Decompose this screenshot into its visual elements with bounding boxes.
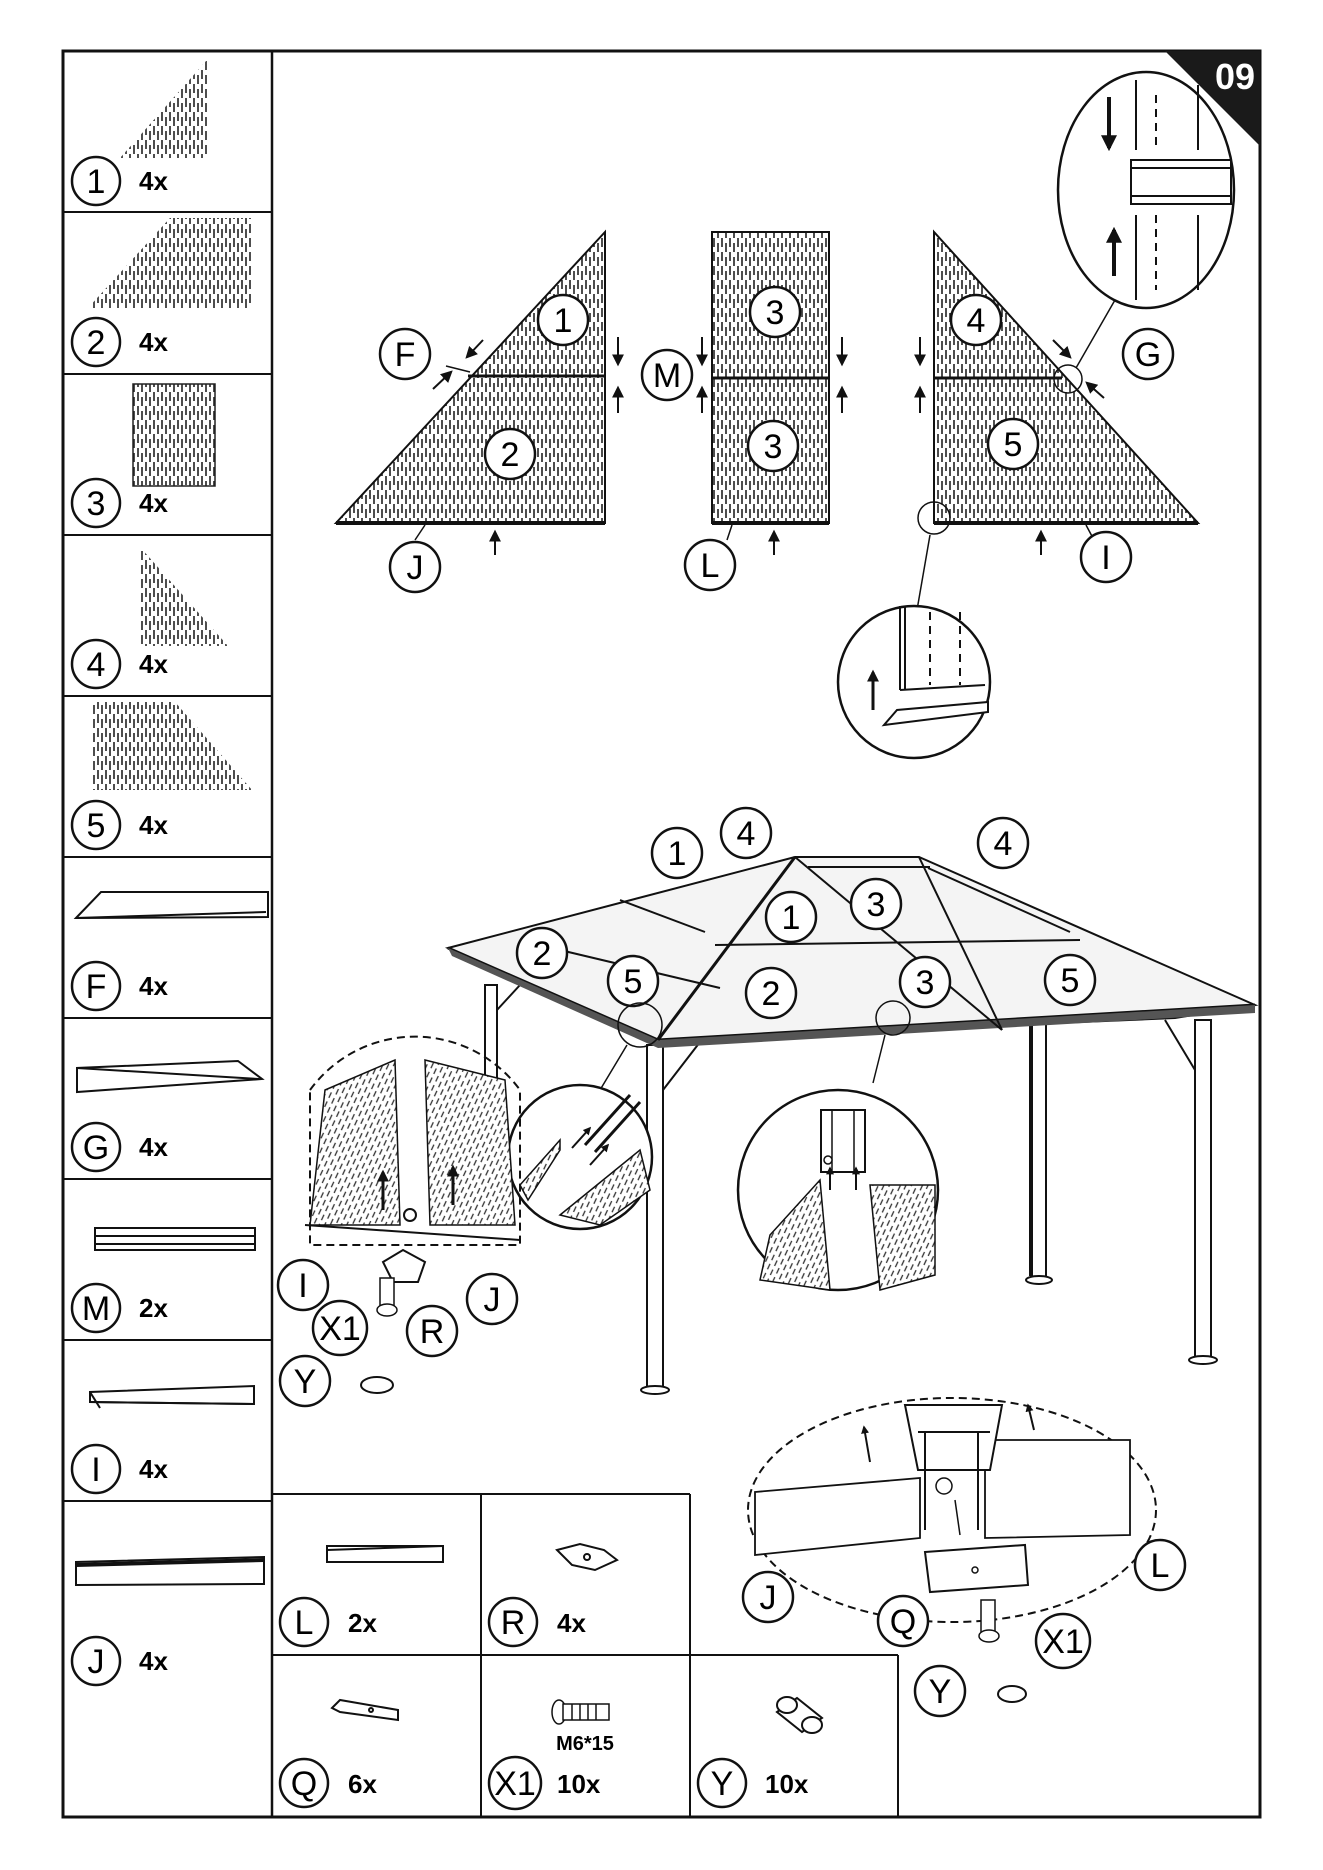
roof-panel-5-icon — [92, 702, 252, 790]
svg-text:5: 5 — [1003, 426, 1023, 464]
corner-label-r — [407, 1306, 457, 1356]
svg-text:3: 3 — [86, 485, 106, 523]
sidebar-qty-4: 4x — [139, 649, 168, 679]
svg-text:Y: Y — [293, 1363, 317, 1401]
bottom-qty-y: 10x — [765, 1769, 809, 1799]
svg-text:J: J — [759, 1579, 777, 1617]
side-label-l — [1135, 1540, 1185, 1590]
label-profile-m — [642, 350, 692, 400]
svg-text:Q: Q — [290, 1765, 318, 1803]
side-label-q — [878, 1596, 928, 1646]
corner-bracket-r-icon — [557, 1544, 617, 1570]
roof-label-3-b — [900, 957, 950, 1007]
svg-text:G: G — [82, 1129, 110, 1167]
svg-text:1: 1 — [553, 302, 573, 340]
svg-text:1: 1 — [667, 835, 687, 873]
detail-base-i — [838, 535, 990, 758]
side-label-y — [915, 1666, 965, 1716]
page-number: 09 — [1214, 56, 1256, 97]
svg-text:5: 5 — [1060, 962, 1080, 1000]
svg-text:I: I — [91, 1451, 101, 1489]
sidebar-qty-g: 4x — [139, 1132, 168, 1162]
roof-label-5-b — [1045, 955, 1095, 1005]
sidebar-qty-1: 4x — [139, 166, 168, 196]
svg-text:Y: Y — [928, 1673, 952, 1711]
svg-text:I: I — [298, 1267, 308, 1305]
roof-panel-4-icon — [140, 547, 228, 646]
svg-text:Y: Y — [710, 1765, 734, 1803]
bolt-x1-icon — [552, 1700, 609, 1724]
profile-j-icon — [76, 1557, 264, 1585]
svg-text:J: J — [87, 1643, 105, 1681]
bolt-spec: M6*15 — [556, 1733, 614, 1755]
svg-text:2: 2 — [500, 436, 520, 474]
svg-text:F: F — [394, 336, 416, 374]
label-panel-4-right — [951, 295, 1001, 345]
sidebar-label-2 — [72, 318, 120, 366]
label-panel-1-left — [538, 295, 588, 345]
cap-y-icon — [777, 1697, 822, 1733]
sidebar-qty-5: 4x — [139, 810, 168, 840]
svg-text:X1: X1 — [494, 1765, 536, 1803]
sidebar-label-f — [72, 962, 120, 1010]
roof-label-4-a — [721, 808, 771, 858]
svg-text:3: 3 — [866, 886, 886, 924]
label-profile-i-top — [1081, 532, 1131, 582]
svg-text:1: 1 — [86, 163, 106, 201]
svg-text:L: L — [1150, 1547, 1170, 1585]
side-label-x1 — [1036, 1614, 1090, 1668]
label-profile-j-top — [390, 542, 440, 592]
label-panel-5-right — [988, 419, 1038, 469]
sidebar-label-3 — [72, 479, 120, 527]
svg-text:5: 5 — [86, 807, 106, 845]
profile-g-icon — [77, 1061, 262, 1092]
svg-text:2: 2 — [761, 975, 781, 1013]
profile-i-icon — [90, 1386, 254, 1408]
svg-text:4: 4 — [86, 646, 106, 684]
svg-text:X1: X1 — [319, 1310, 361, 1348]
roof-panel-1-icon — [120, 60, 207, 158]
sidebar-label-j — [72, 1637, 120, 1685]
bottom-label-r — [489, 1598, 537, 1646]
profile-m-icon — [95, 1228, 255, 1250]
svg-text:3: 3 — [915, 964, 935, 1002]
bottom-qty-q: 6x — [348, 1769, 377, 1799]
svg-text:M: M — [81, 1290, 111, 1328]
sidebar-label-i — [72, 1445, 120, 1493]
label-profile-f — [380, 329, 430, 379]
svg-text:R: R — [500, 1604, 526, 1642]
bottom-label-q — [280, 1759, 328, 1807]
label-panel-3-top — [750, 287, 800, 337]
svg-text:3: 3 — [763, 428, 783, 466]
roof-label-4-b — [978, 818, 1028, 868]
svg-text:F: F — [85, 968, 107, 1006]
svg-text:M: M — [652, 357, 682, 395]
svg-text:2: 2 — [532, 935, 552, 973]
svg-text:4: 4 — [736, 815, 756, 853]
sidebar-qty-j: 4x — [139, 1646, 168, 1676]
bottom-qty-r: 4x — [557, 1608, 586, 1638]
svg-text:5: 5 — [623, 963, 643, 1001]
svg-text:J: J — [406, 549, 424, 587]
bottom-label-l — [280, 1598, 328, 1646]
side-label-j — [743, 1572, 793, 1622]
label-panel-3-bottom — [748, 421, 798, 471]
roof-label-1-a — [652, 828, 702, 878]
sidebar-qty-2: 4x — [139, 327, 168, 357]
svg-text:X1: X1 — [1042, 1623, 1084, 1661]
sidebar-label-m — [72, 1284, 120, 1332]
sidebar-qty-3: 4x — [139, 488, 168, 518]
profile-l-icon — [327, 1546, 443, 1562]
sidebar-label-1 — [72, 157, 120, 205]
roof-label-2-a — [517, 928, 567, 978]
detail-joint-g — [1058, 72, 1234, 368]
bottom-label-y — [698, 1759, 746, 1807]
sidebar-qty-m: 2x — [139, 1293, 168, 1323]
svg-text:G: G — [1134, 336, 1162, 374]
svg-text:L: L — [294, 1604, 314, 1642]
middle-panel-assembly — [712, 232, 829, 540]
svg-text:R: R — [419, 1313, 445, 1351]
sidebar-qty-i: 4x — [139, 1454, 168, 1484]
svg-text:2: 2 — [86, 324, 106, 362]
roof-label-1-b — [766, 892, 816, 942]
svg-text:4: 4 — [966, 302, 986, 340]
label-profile-l-top — [685, 540, 735, 590]
svg-text:Q: Q — [889, 1603, 917, 1641]
detail-profile-l-joint — [738, 1001, 938, 1290]
label-profile-g — [1123, 329, 1173, 379]
roof-label-2-b — [746, 968, 796, 1018]
corner-label-x1 — [313, 1301, 367, 1355]
roof-label-5-a — [608, 956, 658, 1006]
svg-text:3: 3 — [765, 294, 785, 332]
roof-panel-2-icon — [88, 218, 252, 308]
detail-side-connector — [748, 1398, 1156, 1702]
bottom-qty-x1: 10x — [557, 1769, 601, 1799]
corner-label-y — [280, 1356, 330, 1406]
profile-f-icon — [76, 892, 268, 918]
corner-label-j — [467, 1274, 517, 1324]
gazebo-roof — [448, 857, 1255, 1048]
left-panel-assembly — [336, 232, 605, 540]
corner-label-i — [278, 1260, 328, 1310]
roof-label-3-a — [851, 879, 901, 929]
label-panel-2-left — [485, 429, 535, 479]
roof-panel-3-icon — [133, 384, 215, 486]
svg-text:I: I — [1101, 539, 1111, 577]
sidebar-qty-f: 4x — [139, 971, 168, 1001]
svg-text:J: J — [483, 1281, 501, 1319]
sidebar-label-g — [72, 1123, 120, 1171]
sidebar-label-4 — [72, 640, 120, 688]
bottom-label-x1 — [489, 1757, 541, 1809]
bottom-qty-l: 2x — [348, 1608, 377, 1638]
svg-text:4: 4 — [993, 825, 1013, 863]
connector-plate-q-icon — [332, 1700, 398, 1720]
sidebar-label-5 — [72, 801, 120, 849]
svg-text:L: L — [700, 547, 720, 585]
svg-text:1: 1 — [781, 899, 801, 937]
